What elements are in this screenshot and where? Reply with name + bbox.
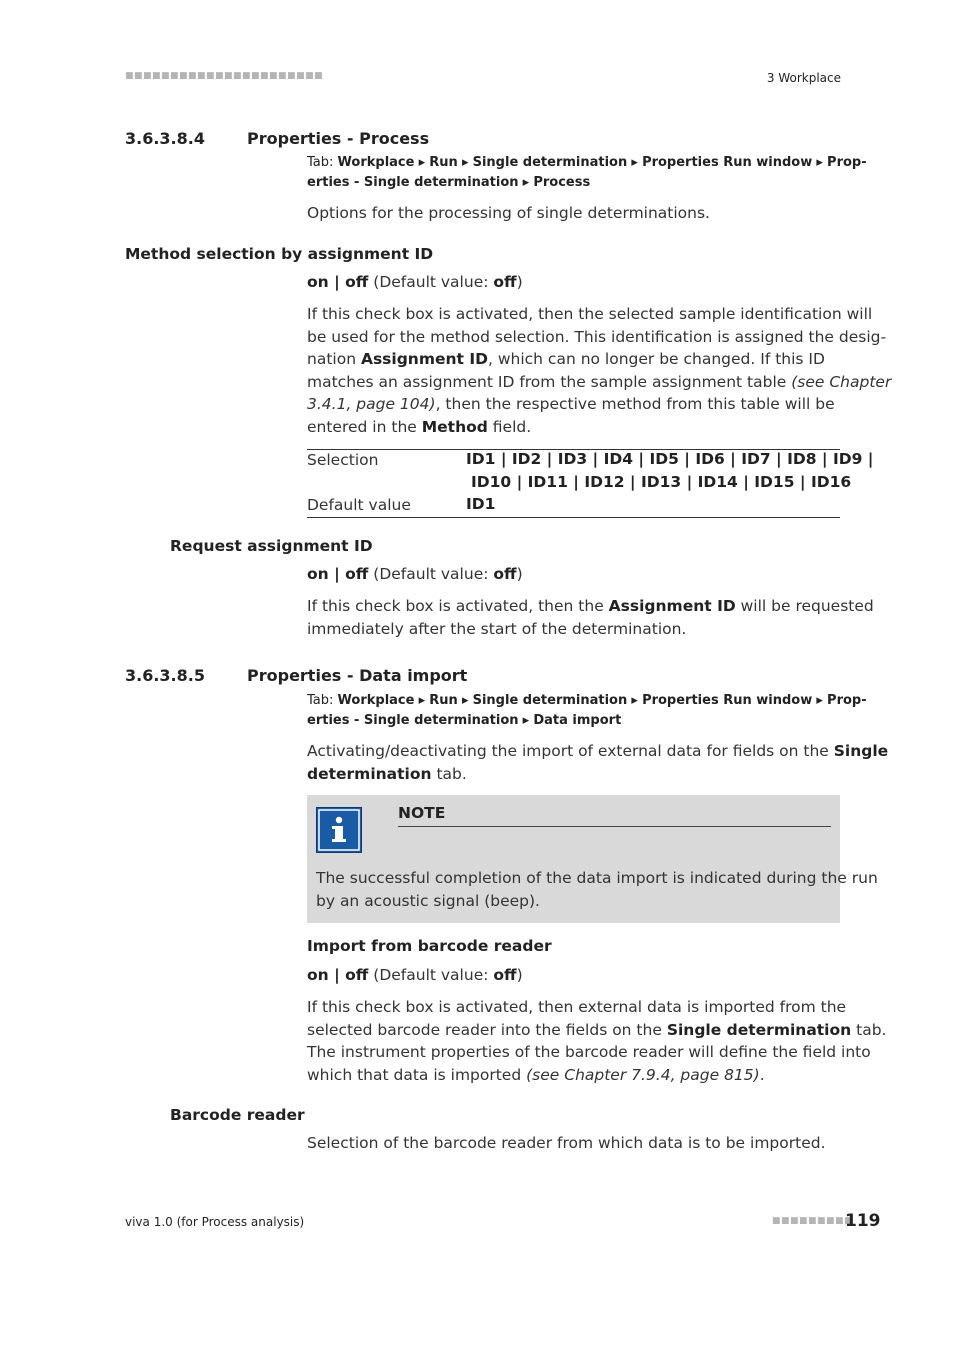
barcode-import-description: If this check box is activated, then external data is imported from the selected barcode reader into the fields on the Single determination tab. The instrument properties of the barcode reader will define the field into which that data is imported (see Chapter 7.9.4, page 815). <box>307 998 887 1084</box>
note-text: The successful completion of the data import is indicated during the run by an acoustic signal (beep). <box>316 869 878 910</box>
barcode-import-default: on | off (Default value: off) <box>307 966 523 984</box>
chapter-link[interactable]: (see Chapter 7.9.4, page 815) <box>526 1065 760 1084</box>
default-value-label: Default value <box>307 496 411 514</box>
path-arrow-icon: ▸ <box>522 175 530 190</box>
path-arrow-icon: ▸ <box>418 155 426 170</box>
tab-path-run: Run <box>429 693 458 708</box>
request-assignment-description: If this check box is activated, then the Assignment ID will be requested immediately after the start of the determination. <box>307 597 874 638</box>
tab-path-properties-run-window: Properties Run window <box>642 155 813 170</box>
request-assignment-heading: Request assignment ID <box>170 537 373 555</box>
note-box <box>307 795 878 923</box>
selection-values-line2: ID10 | ID11 | ID12 | ID13 | ID14 | ID15 | ID16 <box>471 473 852 491</box>
tab-path-properties-run-window: Properties Run window <box>642 693 813 708</box>
tab-path-single-determination: Single determination <box>472 155 628 170</box>
path-arrow-icon: ▸ <box>461 155 469 170</box>
footer-product: viva 1.0 (for Process analysis) <box>125 1215 305 1229</box>
method-selection-description: If this check box is activated, then the selected sample identification will be used for the method selection. This identification is assigned the desig- nation Assignment ID, which can no longer be changed. If this ID matches an assignment ID from the sample assignment table (see Chapter 3.4.1, page 104), then the respective method from this table will be entered in the Method field. <box>307 305 892 436</box>
default-value: ID1 <box>466 495 496 513</box>
chapter-link[interactable]: (see Chapter <box>791 372 892 391</box>
tab-path-properties-a: Prop- <box>827 693 867 708</box>
tab-path-workplace: Workplace <box>337 693 415 708</box>
barcode-reader-description: Selection of the barcode reader from which data is to be imported. <box>307 1134 826 1152</box>
section-number-385: 3.6.3.8.5 <box>125 666 205 685</box>
tab-path-process: Process <box>533 175 591 190</box>
header-decoration: ■■■■■■■■■■■■■■■■■■■■■■ <box>125 71 324 81</box>
section-title-385: Properties - Data import <box>247 666 468 685</box>
path-arrow-icon: ▸ <box>631 693 638 708</box>
section-intro-385: Activating/deactivating the import of external data for fields on the Single determination tab. <box>307 742 889 783</box>
barcode-import-heading: Import from barcode reader <box>307 937 552 955</box>
tab-path-384 <box>307 153 867 193</box>
path-arrow-icon: ▸ <box>418 693 426 708</box>
note-divider <box>398 826 831 827</box>
chapter-link[interactable]: 3.4.1, page 104) <box>307 395 436 413</box>
method-selection-default: on | off (Default value: off) <box>307 273 523 291</box>
header-section: 3 Workplace <box>766 71 841 85</box>
tab-path-properties-a: Prop- <box>827 155 867 170</box>
selection-label: Selection <box>307 451 379 469</box>
tab-path-single-determination: Single determination <box>472 693 628 708</box>
section-intro-384: Options for the processing of single determinations. <box>307 204 710 222</box>
path-arrow-icon: ▸ <box>461 693 469 708</box>
tab-label: Tab: <box>307 693 334 708</box>
barcode-reader-heading: Barcode reader <box>170 1106 305 1124</box>
note-title: NOTE <box>398 804 446 822</box>
selection-values-line1: ID1 | ID2 | ID3 | ID4 | ID5 | ID6 | ID7 | ID8 | ID9 | <box>466 450 874 468</box>
tab-path-385 <box>307 691 867 731</box>
path-arrow-icon: ▸ <box>816 155 823 170</box>
tab-label: Tab: <box>307 155 334 170</box>
method-selection-heading: Method selection by assignment ID <box>125 245 434 263</box>
path-arrow-icon: ▸ <box>631 155 638 170</box>
section-title-384: Properties - Process <box>247 129 430 148</box>
tab-path-properties-b: erties - Single determination <box>307 175 519 190</box>
tab-path-properties-b: erties - Single determination <box>307 713 519 728</box>
request-assignment-default: on | off (Default value: off) <box>307 565 523 583</box>
selection-table <box>307 449 874 518</box>
footer-decoration: ■■■■■■■■■ <box>772 1216 854 1226</box>
info-icon <box>316 807 362 853</box>
page-number: 119 <box>845 1211 881 1231</box>
path-arrow-icon: ▸ <box>522 713 530 728</box>
tab-path-data-import: Data import <box>533 713 622 728</box>
tab-path-run: Run <box>429 155 458 170</box>
section-number-384: 3.6.3.8.4 <box>125 129 205 148</box>
path-arrow-icon: ▸ <box>816 693 823 708</box>
tab-path-workplace: Workplace <box>337 155 415 170</box>
